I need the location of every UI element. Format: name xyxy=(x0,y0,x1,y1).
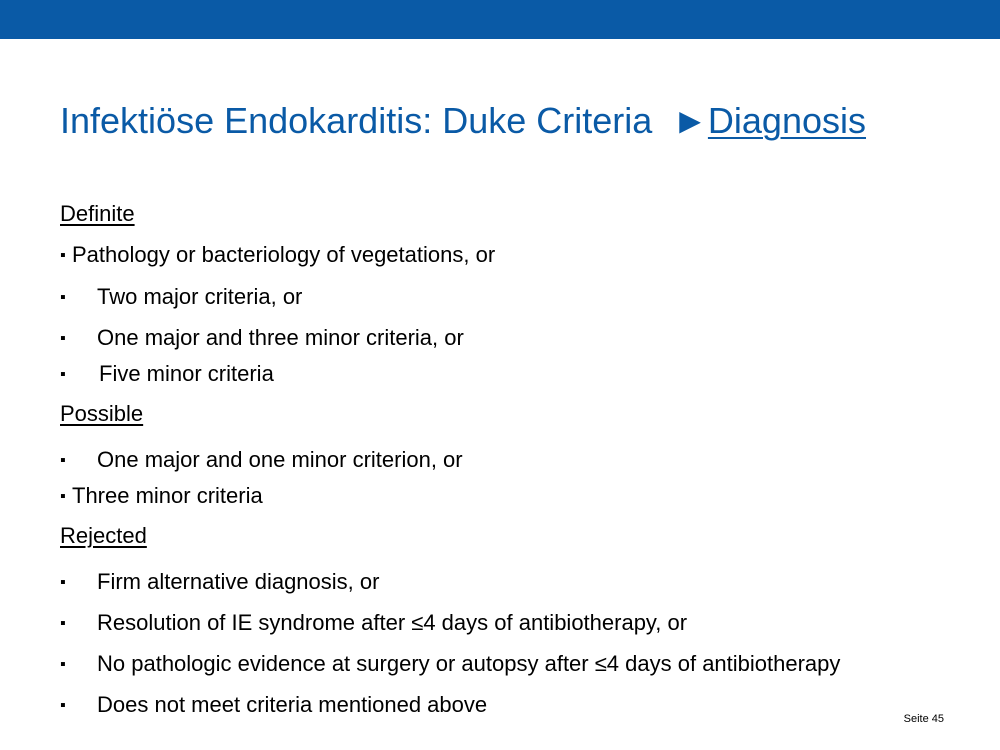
bullet-icon: ▪ xyxy=(60,247,66,264)
title-text: Infektiöse Endokarditis: Duke Criteria xyxy=(60,100,663,141)
list-item xyxy=(60,692,487,719)
list-item xyxy=(60,610,687,637)
list-item xyxy=(60,284,302,311)
bullet-icon: ▪ xyxy=(60,289,66,306)
page-number: Seite 45 xyxy=(903,713,944,725)
bullet-icon: ▪ xyxy=(60,488,66,505)
section-heading-possible: Possible xyxy=(60,401,144,426)
list-item-text: Firm alternative diagnosis, or xyxy=(97,569,380,594)
bullet-icon: ▪ xyxy=(60,615,66,632)
bullet-icon: ▪ xyxy=(60,574,66,591)
bullet-icon: ▪ xyxy=(60,366,66,383)
section-heading-definite: Definite xyxy=(60,201,135,226)
slide-content xyxy=(60,0,960,750)
list-item xyxy=(60,447,463,474)
list-item-text: Pathology or bacteriology of vegetations, or xyxy=(72,242,496,267)
bullet-icon: ▪ xyxy=(60,697,66,714)
list-item-text: Two major criteria, or xyxy=(97,284,303,309)
list-item-text: Resolution of IE syndrome after ≤4 days of antibiotherapy, or xyxy=(97,610,688,635)
bullet-icon: ▪ xyxy=(60,330,66,347)
list-item-text: No pathologic evidence at surgery or autopsy after ≤4 days of antibiotherapy xyxy=(97,651,841,676)
list-item-text: Three minor criteria xyxy=(72,483,263,508)
section-heading-rejected: Rejected xyxy=(60,523,147,548)
bullet-icon: ▪ xyxy=(60,452,66,469)
diagnosis-link[interactable]: Diagnosis xyxy=(707,100,866,141)
list-item-text: Five minor criteria xyxy=(99,361,274,386)
list-item-text: Does not meet criteria mentioned above xyxy=(97,692,488,717)
list-item xyxy=(60,242,495,269)
list-item xyxy=(60,483,263,510)
arrow-icon: ► xyxy=(672,100,708,141)
list-item xyxy=(60,325,464,352)
list-item xyxy=(60,569,379,596)
list-item xyxy=(60,651,840,678)
list-item-text: One major and one minor criterion, or xyxy=(97,447,463,472)
list-item xyxy=(60,361,274,388)
bullet-icon: ▪ xyxy=(60,656,66,673)
list-item-text: One major and three minor criteria, or xyxy=(97,325,464,350)
